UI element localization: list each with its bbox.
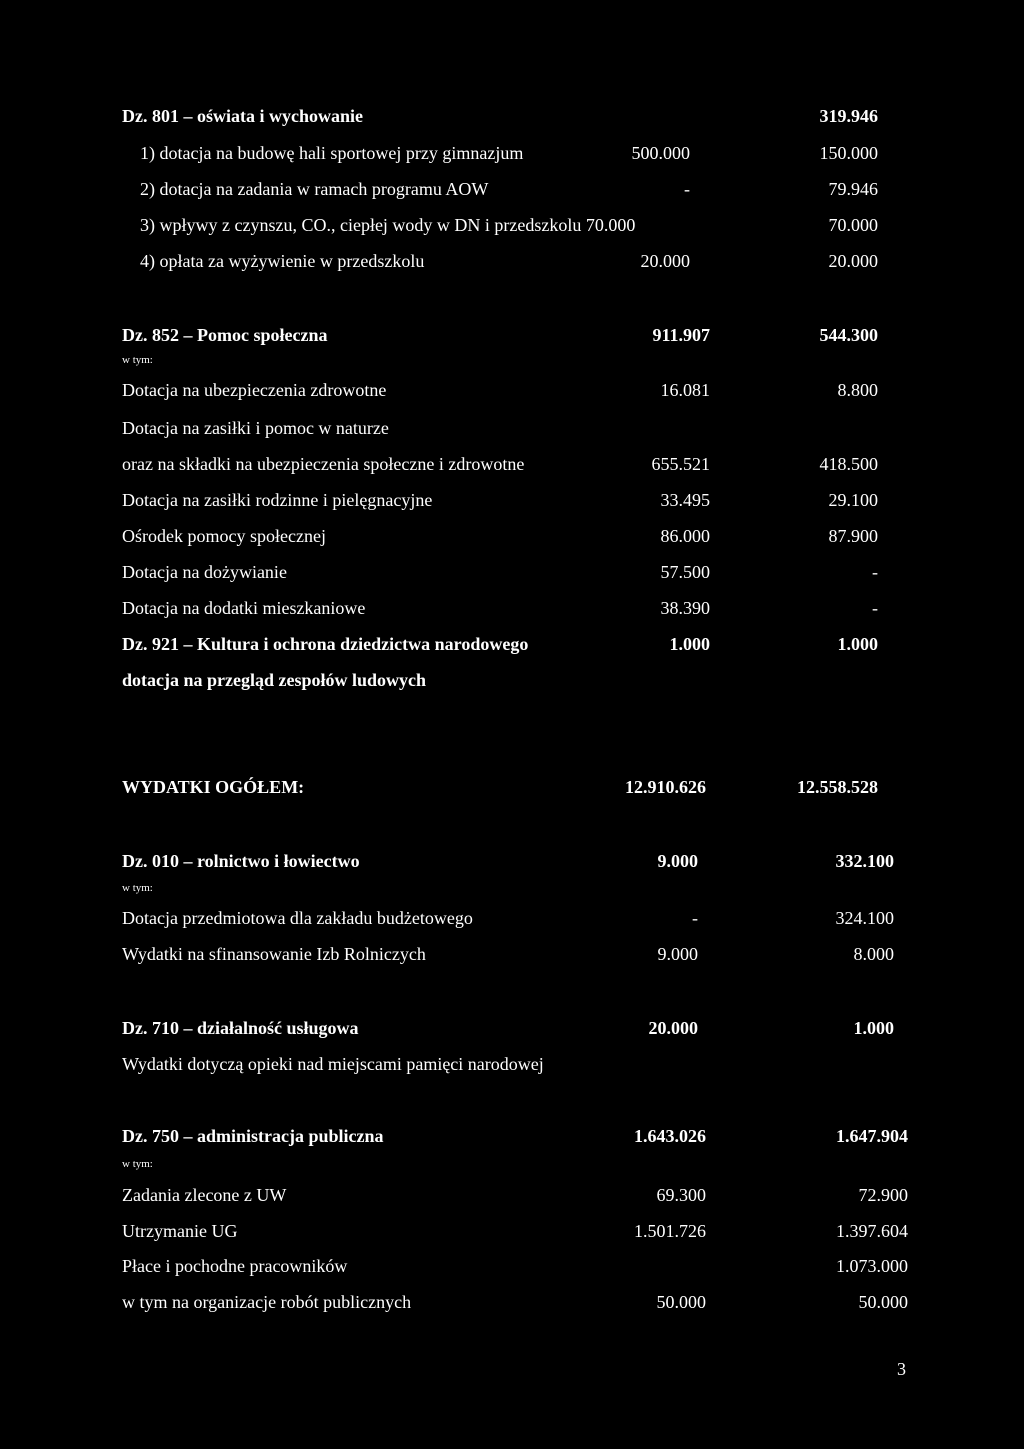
item-750-1-v1: 69.300 <box>656 1185 706 1205</box>
item-801-3-label: 3) wpływy z czynszu, CO., ciepłej wody w DN i przedszkolu 70.000 <box>140 215 636 235</box>
item-750-1-label: Zadania zlecone z UW <box>122 1185 287 1205</box>
item-852-5-v2: 87.900 <box>828 526 878 546</box>
section-010-wtym: w tym: <box>122 882 153 894</box>
item-801-3-v2: 70.000 <box>828 215 878 235</box>
page-number: 3 <box>897 1359 906 1379</box>
section-010-title: Dz. 010 – rolnictwo i łowiectwo <box>122 851 360 871</box>
section-921-v2: 1.000 <box>837 634 878 654</box>
item-750-4-v2: 50.000 <box>858 1292 908 1312</box>
item-852-4-label: Dotacja na zasiłki rodzinne i pielęgnacyjne <box>122 490 433 510</box>
item-852-1-v2: 8.800 <box>837 380 878 400</box>
item-801-1-v2: 150.000 <box>819 143 878 163</box>
section-010-v1: 9.000 <box>657 851 698 871</box>
section-852-v1: 911.907 <box>652 325 710 345</box>
item-852-7-v1: 38.390 <box>660 598 710 618</box>
item-852-6-v1: 57.500 <box>660 562 710 582</box>
item-852-3-v2: 418.500 <box>819 454 878 474</box>
section-710-title: Dz. 710 – działalność usługowa <box>122 1018 359 1038</box>
item-801-4-v1: 20.000 <box>640 251 690 271</box>
item-852-1-v1: 16.081 <box>660 380 710 400</box>
item-852-6-v2: - <box>872 562 878 582</box>
item-801-4-label: 4) opłata za wyżywienie w przedszkolu <box>140 251 425 271</box>
item-750-3-label: Płace i pochodne pracowników <box>122 1256 348 1276</box>
item-801-4-v2: 20.000 <box>828 251 878 271</box>
section-710-sub: Wydatki dotyczą opieki nad miejscami pamięci narodowej <box>122 1054 544 1074</box>
item-750-2-v1: 1.501.726 <box>634 1221 706 1241</box>
item-750-4-v1: 50.000 <box>656 1292 706 1312</box>
total-label: WYDATKI OGÓŁEM: <box>122 777 305 797</box>
item-010-1-label: Dotacja przedmiotowa dla zakładu budżetowego <box>122 908 473 928</box>
total-v1: 12.910.626 <box>625 777 706 797</box>
item-852-4-v2: 29.100 <box>828 490 878 510</box>
item-852-3-v1: 655.521 <box>651 454 710 474</box>
section-852-v2: 544.300 <box>819 325 878 345</box>
section-750-v1: 1.643.026 <box>634 1126 706 1146</box>
item-750-4-label: w tym na organizacje robót publicznych <box>122 1292 412 1312</box>
section-921-sub: dotacja na przegląd zespołów ludowych <box>122 670 427 690</box>
item-750-1-v2: 72.900 <box>858 1185 908 1205</box>
item-750-3-v2: 1.073.000 <box>836 1256 908 1276</box>
item-852-7-v2: - <box>872 598 878 618</box>
item-852-7-label: Dotacja na dodatki mieszkaniowe <box>122 598 366 618</box>
item-010-2-v2: 8.000 <box>853 944 894 964</box>
item-852-5-v1: 86.000 <box>660 526 710 546</box>
section-750-title: Dz. 750 – administracja publiczna <box>122 1126 384 1146</box>
item-852-6-label: Dotacja na dożywianie <box>122 562 287 582</box>
section-750-wtym: w tym: <box>122 1158 153 1170</box>
section-710-v2: 1.000 <box>853 1018 894 1038</box>
item-010-2-v1: 9.000 <box>657 944 698 964</box>
item-801-2-v1: - <box>684 179 690 199</box>
section-852-wtym: w tym: <box>122 354 153 366</box>
item-801-2-v2: 79.946 <box>828 179 878 199</box>
section-921-title: Dz. 921 – Kultura i ochrona dziedzictwa narodowego <box>122 634 529 654</box>
item-852-1-label: Dotacja na ubezpieczenia zdrowotne <box>122 380 387 400</box>
item-852-4-v1: 33.495 <box>660 490 710 510</box>
item-010-2-label: Wydatki na sfinansowanie Izb Rolniczych <box>122 944 426 964</box>
item-852-2-label: Dotacja na zasiłki i pomoc w naturze <box>122 418 389 438</box>
item-801-1-label: 1) dotacja na budowę hali sportowej przy gimnazjum <box>140 143 524 163</box>
item-010-1-v2: 324.100 <box>835 908 894 928</box>
item-750-2-v2: 1.397.604 <box>836 1221 908 1241</box>
section-801-value: 319.946 <box>819 106 878 126</box>
item-801-1-v1: 500.000 <box>631 143 690 163</box>
item-852-3-label: oraz na składki na ubezpieczenia społeczne i zdrowotne <box>122 454 525 474</box>
section-921-v1: 1.000 <box>669 634 710 654</box>
item-750-2-label: Utrzymanie UG <box>122 1221 238 1241</box>
section-750-v2: 1.647.904 <box>836 1126 908 1146</box>
section-010-v2: 332.100 <box>835 851 894 871</box>
section-710-v1: 20.000 <box>648 1018 698 1038</box>
item-852-5-label: Ośrodek pomocy społecznej <box>122 526 326 546</box>
section-801-title: Dz. 801 – oświata i wychowanie <box>122 106 363 126</box>
item-801-2-label: 2) dotacja na zadania w ramach programu AOW <box>140 179 489 199</box>
item-010-1-v1: - <box>692 908 698 928</box>
total-v2: 12.558.528 <box>797 777 878 797</box>
section-852-title: Dz. 852 – Pomoc społeczna <box>122 325 328 345</box>
